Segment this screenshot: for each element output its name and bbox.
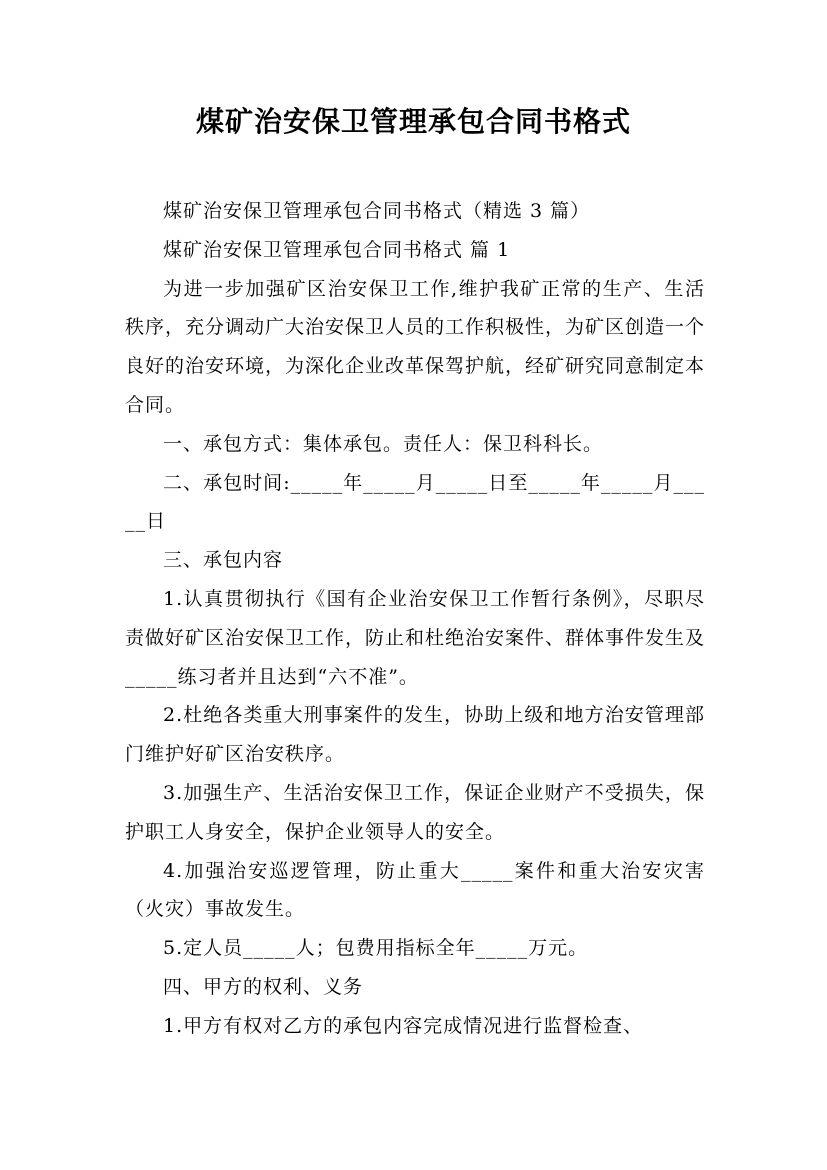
paragraph-contract-content-heading: 三、承包内容: [163, 549, 284, 572]
paragraph-item-1: 1.认真贯彻执行《国有企业治安保卫工作暂行条例》，尽职尽责做好矿区治安保卫工作，防止和杜绝治安案件、群体事件发生及_____练习者并且达到“六不准”。: [125, 587, 706, 688]
paragraph-contract-period: 二、承包时间:_____年_____月_____日至_____年_____月_____日: [125, 471, 705, 533]
document-title: 煤矿治安保卫管理承包合同书格式: [195, 105, 631, 138]
paragraph-item-5: 5.定人员_____人；包费用指标全年_____万元。: [163, 937, 589, 960]
paragraph-intro: 为进一步加强矿区治安保卫工作,维护我矿正常的生产、生活秩序，充分调动广大治安保卫人员的工作积极性，为矿区创造一个良好的治安环境，为深化企业改革保驾护航，经矿研究同意制定本合同。: [125, 277, 706, 416]
paragraph-contract-method: 一、承包方式：集体承包。责任人：保卫科科长。: [163, 432, 604, 455]
paragraph-section-heading: 煤矿治安保卫管理承包合同书格式 篇 1: [163, 238, 511, 261]
paragraph-item-2: 2.杜绝各类重大刑事案件的发生，协助上级和地方治安管理部门维护好矿区治安秩序。: [125, 704, 705, 766]
paragraph-party-a-heading: 四、甲方的权利、义务: [163, 975, 364, 998]
document-body: [125, 192, 705, 1046]
paragraph-party-a-item-1: 1.甲方有权对乙方的承包内容完成情况进行监督检查、: [163, 1014, 644, 1037]
paragraph-item-3: 3.加强生产、生活治安保卫工作，保证企业财产不受损失，保护职工人身安全，保护企业领导人的安全。: [125, 781, 705, 843]
paragraph-item-4: 4.加强治安巡逻管理，防止重大_____案件和重大治安灾害（火灾）事故发生。: [125, 859, 705, 921]
paragraph-subtitle: 煤矿治安保卫管理承包合同书格式（精选 3 篇）: [163, 200, 591, 222]
